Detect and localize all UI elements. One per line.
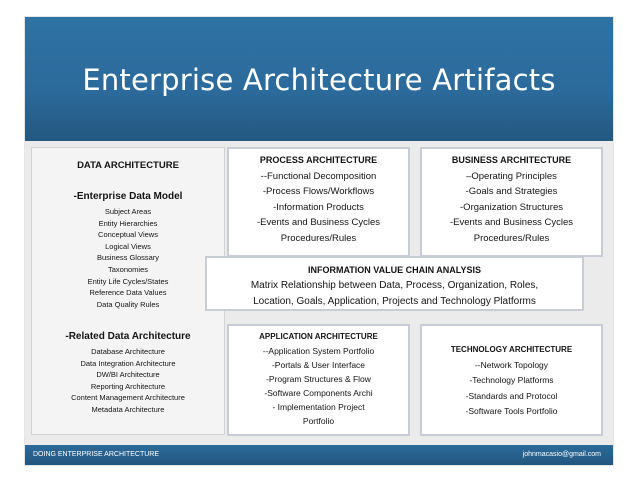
list-item: -Information Products [273,201,364,213]
enterprise-data-model-heading: -Enterprise Data Model [73,191,183,202]
list-item: -Events and Business Cycles [256,217,381,228]
list-item: DW/BI Architecture [96,370,160,380]
list-item: --Network Topology [474,359,549,370]
list-item: Content Management Architecture [71,393,185,403]
footer-email: johnmacasio@gmail.com [522,451,601,458]
list-item: Reporting Architecture [90,381,166,391]
list-item: Matrix Relationship between Data, Process, Organization, Roles, [250,280,539,291]
list-item: Subject Areas [104,207,152,216]
list-item: -Technology Platforms [469,375,554,385]
application-architecture-title: APPLICATION ARCHITECTURE [259,332,378,341]
list-item: –Operating Principles [466,170,557,182]
process-architecture-box [227,147,410,257]
slide-footer [25,445,613,465]
list-item: -Software Tools Portfolio [465,406,558,416]
list-item: Entity Life Cycles/States [87,276,169,286]
list-item: --Functional Decomposition [260,170,377,182]
related-data-architecture-list [32,346,224,416]
process-architecture-title: PROCESS ARCHITECTURE [259,155,378,165]
list-item: Portfolio [302,416,335,426]
list-item: -Standards and Protocol [465,390,558,401]
application-architecture-box [227,324,410,436]
slide-content [25,141,613,445]
list-item: Procedures/Rules [473,232,550,244]
list-item: -Process Flows/Workflows [262,186,375,197]
enterprise-data-model-list [32,206,224,310]
list-item: Business Glossary [96,253,160,263]
slide [25,17,613,465]
list-item: Data Quality Rules [96,299,160,309]
list-item: - Implementation Project [272,402,365,412]
list-item: Reference Data Values [89,288,167,298]
list-item: -Software Components Archi [264,388,373,398]
list-item: Taxonomies [107,264,149,274]
information-value-chain-box [205,256,584,311]
business-architecture-box [420,147,603,257]
list-item: -Portals & User Interface [271,360,366,370]
list-item: -Program Structures & Flow [266,374,371,384]
list-item: -Goals and Strategies [465,186,558,197]
list-item: Location, Goals, Application, Projects and Technology Platforms [253,296,536,307]
list-item: --Application System Portfolio [262,346,375,356]
slide-header [25,17,613,141]
data-architecture-panel [31,147,225,435]
technology-architecture-title: TECHNOLOGY ARCHITECTURE [450,345,573,354]
data-architecture-title: DATA ARCHITECTURE [77,160,179,171]
list-item: Logical Views [105,241,151,251]
information-value-chain-title: INFORMATION VALUE CHAIN ANALYSIS [307,265,481,275]
list-item: -Events and Business Cycles [449,217,574,228]
business-architecture-title: BUSINESS ARCHITECTURE [451,155,572,165]
technology-architecture-box [420,324,603,436]
list-item: Conceptual Views [98,230,158,240]
related-data-architecture-heading: -Related Data Architecture [65,331,191,342]
list-item: Metadata Architecture [91,404,165,414]
slide-title: Enterprise Architecture Artifacts [82,63,556,97]
list-item: Entity Hierarchies [98,218,158,228]
list-item: Database Architecture [91,347,165,356]
footer-title: DOING ENTERPRISE ARCHITECTURE [33,451,160,458]
list-item: Data Integration Architecture [80,358,176,368]
list-item: -Organization Structures [460,201,563,213]
list-item: Procedures/Rules [280,232,357,244]
